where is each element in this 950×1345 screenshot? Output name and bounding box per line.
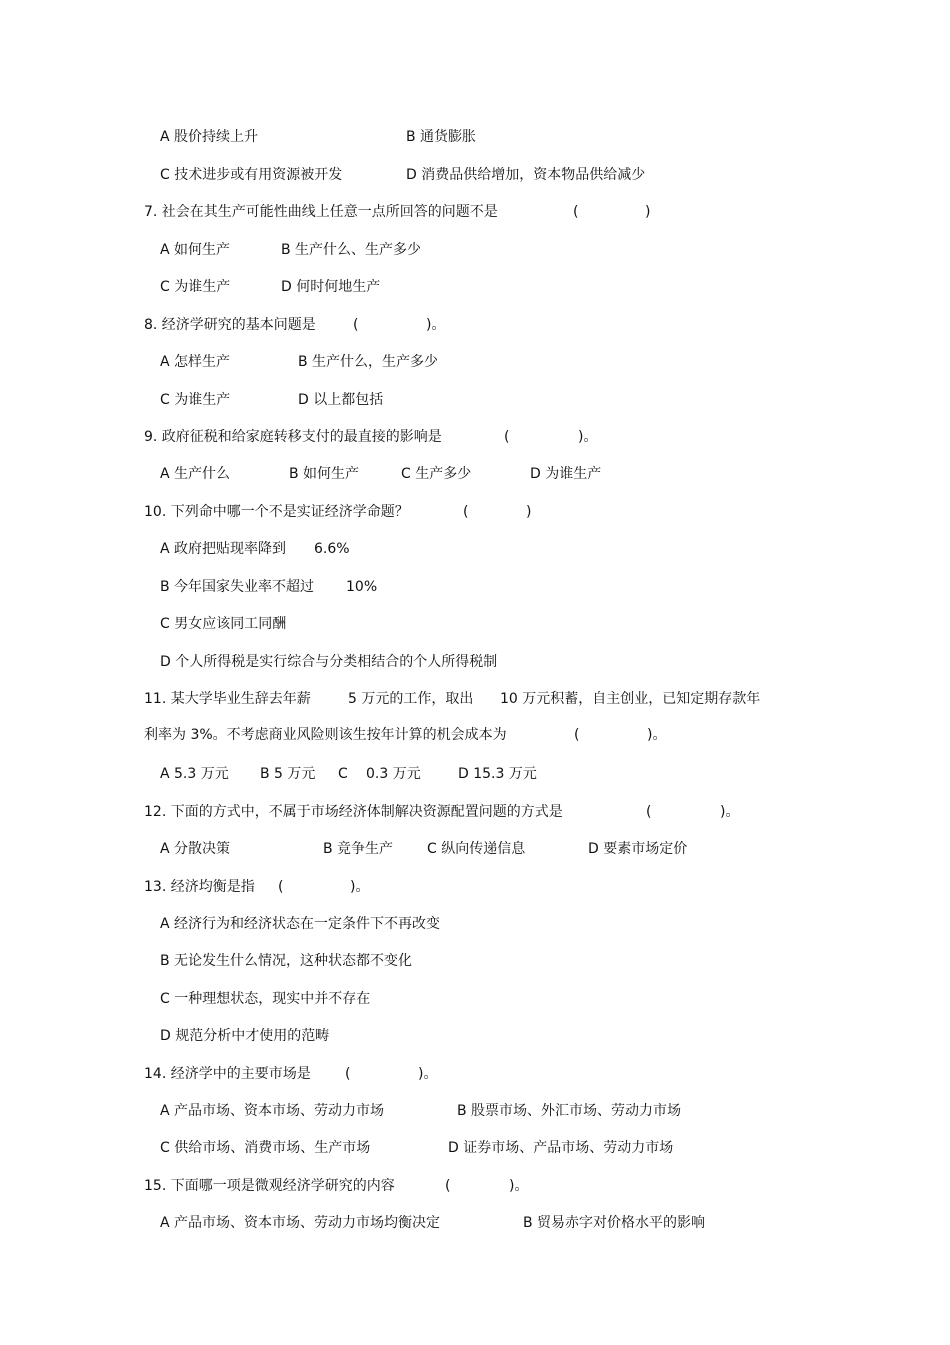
answer-close-paren: )。 (350, 879, 370, 895)
option-d: D 规范分析中才使用的范畴 (160, 1028, 330, 1044)
question-text: 9. 政府征税和给家庭转移支付的最直接的影响是 (144, 429, 442, 445)
option-d: D 证券市场、产品市场、劳动力市场 (448, 1140, 674, 1156)
option-a: A 如何生产 (160, 242, 231, 258)
option-c: C 供给市场、消费市场、生产市场 (160, 1140, 371, 1156)
option-d: D 以上都包括 (298, 392, 384, 408)
option-b: B 生产什么、生产多少 (281, 242, 422, 258)
answer-close-paren: ) (645, 204, 651, 220)
option-b: B 如何生产 (289, 466, 360, 482)
question-text-part: 5 万元的工作，取出 (348, 691, 474, 707)
option-b: B 5 万元 (260, 766, 316, 782)
question-text: 10. 下列命中哪一个不是实证经济学命题？ (144, 504, 409, 520)
option-a: A 股价持续上升 (160, 129, 259, 145)
option-c: C (338, 766, 348, 782)
answer-open-paren: ( (646, 804, 652, 820)
question-text: 11. 某大学毕业生辞去年薪 (144, 691, 311, 707)
answer-open-paren: ( (278, 879, 284, 895)
answer-close-paren: )。 (647, 727, 667, 743)
answer-close-paren: )。 (720, 804, 740, 820)
answer-close-paren: )。 (509, 1178, 529, 1194)
question-text: 15. 下面哪一项是微观经济学研究的内容 (144, 1178, 395, 1194)
answer-close-paren: )。 (418, 1066, 438, 1082)
answer-open-paren: ( (574, 727, 580, 743)
option-a: A 怎样生产 (160, 354, 231, 370)
option-a: A 生产什么 (160, 466, 231, 482)
question-text: 7. 社会在其生产可能性曲线上任意一点所回答的问题不是 (144, 204, 498, 220)
question-text: 13. 经济均衡是指 (144, 879, 255, 895)
answer-close-paren: ) (526, 504, 532, 520)
question-text: 利率为 3%。不考虑商业风险则该生按年计算的机会成本为 (144, 727, 507, 743)
answer-open-paren: ( (345, 1066, 351, 1082)
option-d: D 个人所得税是实行综合与分类相结合的个人所得税制 (160, 654, 498, 670)
option-b: B 股票市场、外汇市场、劳动力市场 (457, 1103, 682, 1119)
option-c-value: 0.3 万元 (366, 766, 421, 782)
option-c: C 技术进步或有用资源被开发 (160, 167, 343, 183)
option-c: C 男女应该同工同酬 (160, 616, 287, 632)
option-b: B 今年国家失业率不超过 (160, 579, 315, 595)
option-b: B 通货膨胀 (406, 129, 477, 145)
question-text: 12. 下面的方式中，不属于市场经济体制解决资源配置问题的方式是 (144, 804, 563, 820)
option-d: D 为谁生产 (530, 466, 602, 482)
answer-open-paren: ( (573, 204, 579, 220)
option-c: C 为谁生产 (160, 279, 231, 295)
option-b: B 生产什么，生产多少 (298, 354, 439, 370)
option-b: B 竞争生产 (323, 841, 394, 857)
option-c: C 生产多少 (401, 466, 472, 482)
answer-open-paren: ( (463, 504, 469, 520)
option-a: A 5.3 万元 (160, 766, 229, 782)
answer-close-paren: )。 (426, 317, 446, 333)
option-d: D 消费品供给增加，资本物品供给减少 (406, 167, 646, 183)
answer-open-paren: ( (353, 317, 359, 333)
answer-close-paren: )。 (578, 429, 598, 445)
question-text: 14. 经济学中的主要市场是 (144, 1066, 311, 1082)
answer-open-paren: ( (504, 429, 510, 445)
answer-open-paren: ( (445, 1178, 451, 1194)
option-c: C 为谁生产 (160, 392, 231, 408)
option-a-value: 6.6% (314, 541, 350, 557)
option-b: B 无论发生什么情况，这种状态都不变化 (160, 953, 413, 969)
option-d: D 何时何地生产 (281, 279, 381, 295)
option-d: D 15.3 万元 (458, 766, 537, 782)
option-d: D 要素市场定价 (588, 841, 688, 857)
option-a: A 产品市场、资本市场、劳动力市场 (160, 1103, 385, 1119)
option-c: C 纵向传递信息 (427, 841, 526, 857)
question-text: 8. 经济学研究的基本问题是 (144, 317, 316, 333)
question-text-part: 10 万元积蓄，自主创业，已知定期存款年 (500, 691, 761, 707)
option-a: A 分散决策 (160, 841, 231, 857)
option-c: C 一种理想状态，现实中并不存在 (160, 991, 371, 1007)
option-a: A 产品市场、资本市场、劳动力市场均衡决定 (160, 1215, 441, 1231)
option-a: A 政府把贴现率降到 (160, 541, 287, 557)
option-a: A 经济行为和经济状态在一定条件下不再改变 (160, 916, 441, 932)
option-b: B 贸易赤字对价格水平的影响 (523, 1215, 706, 1231)
option-b-value: 10% (346, 579, 378, 595)
